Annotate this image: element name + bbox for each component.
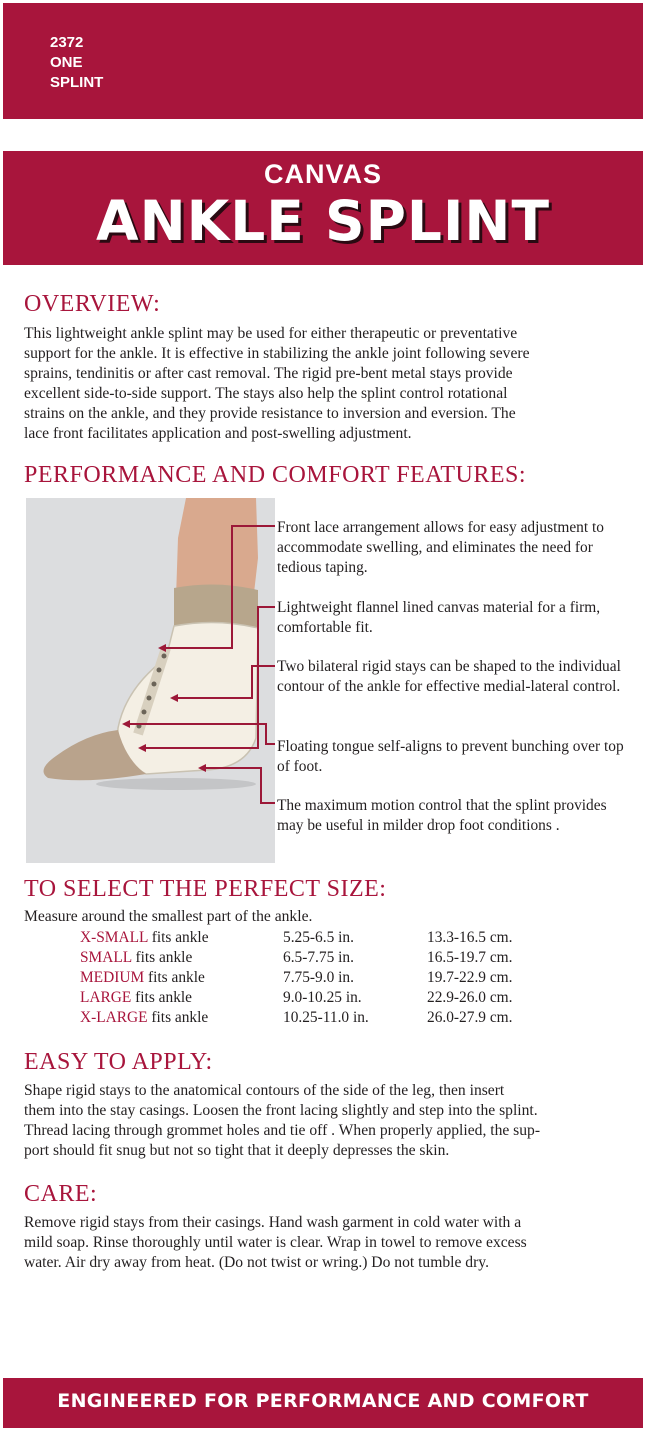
care-line: mild soap. Rinse thoroughly until water is clear. Wrap in towel to remove excess xyxy=(24,1234,527,1251)
footer-tagline: ENGINEERED FOR PERFORMANCE AND COMFORT xyxy=(57,1390,589,1412)
product-code xyxy=(50,33,103,93)
care-line: Remove rigid stays from their casings. Hand wash garment in cold water with a xyxy=(24,1214,522,1231)
product-code-line: 2372 xyxy=(50,34,84,51)
overview-line: strains on the ankle, and they provide resistance to inversion and eversion. The xyxy=(24,405,516,422)
feature-item-motion-control: The maximum motion control that the splint provides may be useful in milder drop foot conditions . xyxy=(277,797,607,834)
care-line: water. Air dry away from heat. (Do not twist or wring.) Do not tumble dry. xyxy=(24,1254,489,1271)
apply-line: Thread lacing through grommet holes and tie off . When properly applied, the sup- xyxy=(24,1122,541,1139)
apply-line: Shape rigid stays to the anatomical contours of the side of the leg, then insert xyxy=(24,1082,505,1099)
size-fits: fits ankle xyxy=(147,929,209,946)
product-title: ANKLE SPLINT xyxy=(96,189,550,253)
overview-line: lace front facilitates application and post-swelling adjustment. xyxy=(24,425,412,442)
feature-item-floating-tongue: Floating tongue self-aligns to prevent bunching over top of foot. xyxy=(277,738,624,775)
size-name: X-LARGE xyxy=(80,1009,148,1026)
size-fits: fits ankle xyxy=(131,989,193,1006)
overview-line: This lightweight ankle splint may be used for either therapeutic or preventative xyxy=(24,325,518,342)
size-label-cell xyxy=(80,948,283,968)
size-cm: 16.5-19.7 cm. xyxy=(427,949,513,966)
sizing-intro: Measure around the smallest part of the ankle. xyxy=(24,908,313,925)
size-inches: 7.75-9.0 in. xyxy=(283,969,354,986)
feature-item-canvas-material: Lightweight flannel lined canvas material for a firm, comfortable fit. xyxy=(277,599,601,636)
overview-line: sprains, tendinitis or after cast removal. The rigid pre-bent metal stays provide xyxy=(24,365,513,382)
footer-band xyxy=(3,1378,643,1428)
header-code-band xyxy=(3,3,643,119)
size-cm: 13.3-16.5 cm. xyxy=(427,929,513,946)
size-name: SMALL xyxy=(80,949,132,966)
apply-text xyxy=(24,1081,624,1161)
size-label-cell xyxy=(80,968,283,988)
overview-heading: OVERVIEW: xyxy=(24,291,161,317)
overview-line: excellent side-to-side support. The stays also help the splint control rotational xyxy=(24,385,508,402)
size-name: X-SMALL xyxy=(80,929,148,946)
overview-line: support for the ankle. It is effective in stabilizing the ankle joint following severe xyxy=(24,345,530,362)
product-code-line: SPLINT xyxy=(50,74,104,91)
size-table xyxy=(80,928,557,1028)
apply-line: them into the stay casings. Loosen the front lacing slightly and step into the splint. xyxy=(24,1102,538,1119)
size-row xyxy=(80,988,557,1008)
ankle-splint-photo xyxy=(26,498,275,863)
size-name: LARGE xyxy=(80,989,132,1006)
size-row xyxy=(80,1008,557,1028)
size-label-cell xyxy=(80,988,283,1008)
size-name: MEDIUM xyxy=(80,969,145,986)
product-subtitle: CANVAS xyxy=(263,159,382,189)
feature-item-rigid-stays: Two bilateral rigid stays can be shaped to the individual contour of the ankle for effective medial-lateral control. xyxy=(277,658,621,695)
product-code-line: ONE xyxy=(50,54,83,71)
size-cm: 26.0-27.9 cm. xyxy=(427,1009,513,1026)
size-label-cell xyxy=(80,928,283,948)
feature-item-front-lace: Front lace arrangement allows for easy adjustment to accommodate swelling, and eliminates the need for tedious taping. xyxy=(277,519,604,576)
features-heading: PERFORMANCE AND COMFORT FEATURES: xyxy=(24,462,527,488)
size-fits: fits ankle xyxy=(131,949,193,966)
size-inches: 6.5-7.75 in. xyxy=(283,949,354,966)
overview-text xyxy=(24,324,624,444)
ankle-splint-illustration xyxy=(26,498,275,863)
size-fits: fits ankle xyxy=(144,969,205,986)
size-inches: 10.25-11.0 in. xyxy=(283,1009,369,1026)
apply-line: port should fit snug but not so tight that it deeply depresses the skin. xyxy=(24,1142,450,1159)
size-cm: 19.7-22.9 cm. xyxy=(427,969,513,986)
sizing-heading: TO SELECT THE PERFECT SIZE: xyxy=(24,876,387,902)
care-heading: CARE: xyxy=(24,1181,98,1207)
care-text xyxy=(24,1213,624,1273)
size-cm: 22.9-26.0 cm. xyxy=(427,989,513,1006)
size-fits: fits ankle xyxy=(147,1009,209,1026)
size-inches: 5.25-6.5 in. xyxy=(283,929,354,946)
size-inches: 9.0-10.25 in. xyxy=(283,989,362,1006)
size-label-cell xyxy=(80,1008,283,1028)
size-row xyxy=(80,968,557,988)
size-row xyxy=(80,928,557,948)
apply-heading: EASY TO APPLY: xyxy=(24,1049,213,1075)
size-row xyxy=(80,948,557,968)
title-band xyxy=(3,151,643,265)
